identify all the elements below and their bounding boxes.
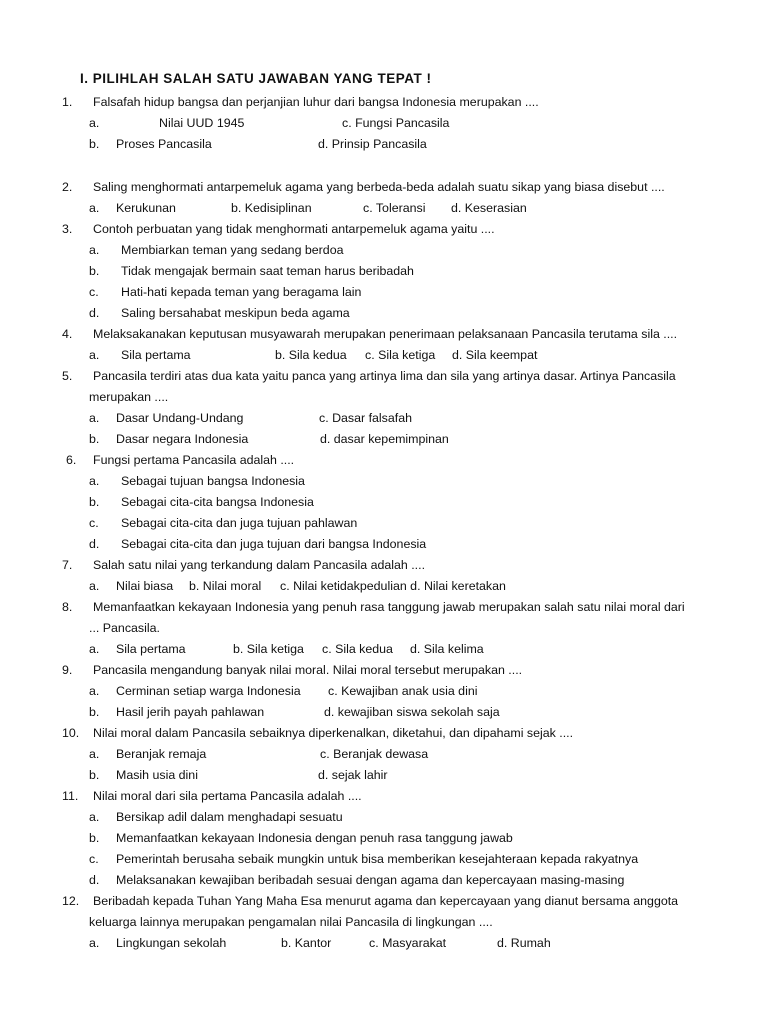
option-text: c. Dasar falsafah [319, 411, 412, 425]
option-text: Cerminan setiap warga Indonesia [116, 684, 301, 698]
question-text: Fungsi pertama Pancasila adalah .... [93, 453, 295, 467]
option-text: Sila pertama [121, 348, 191, 362]
question-text: Contoh perbuatan yang tidak menghormati antarpemeluk agama yaitu .... [93, 222, 495, 236]
option-text: Dasar negara Indonesia [116, 432, 249, 446]
option-text: Tidak mengajak bermain saat teman harus beribadah [121, 264, 414, 278]
option-text: Sebagai cita-cita dan juga tujuan pahlawan [121, 516, 358, 530]
option-label: b. [89, 432, 100, 446]
option-text: b. Kantor [281, 936, 332, 950]
question-4 [0, 326, 768, 342]
option-text: c. Nilai ketidakpedulian d. Nilai keretakan [280, 579, 506, 593]
option-text: c. Sila kedua [322, 642, 393, 656]
option-label: a. [89, 201, 100, 215]
option-text: c. Kewajiban anak usia dini [328, 684, 478, 698]
question-9 [0, 662, 768, 678]
option-text: d. Rumah [497, 936, 551, 950]
option-text: b. Sila kedua [275, 348, 347, 362]
question-number: 2. [62, 180, 73, 194]
option-label: a. [89, 747, 100, 761]
question-text: Pancasila mengandung banyak nilai moral. Nilai moral tersebut merupakan .... [93, 663, 523, 677]
question-number: 11. [62, 789, 79, 803]
option-text: d. Prinsip Pancasila [318, 137, 427, 151]
option-label: a. [89, 474, 100, 488]
option-text: Lingkungan sekolah [116, 936, 227, 950]
question-number: 5. [62, 369, 73, 383]
question-number: 6. [66, 453, 77, 467]
option-text: Nilai biasa [116, 579, 174, 593]
option-text: Memanfaatkan kekayaan Indonesia dengan penuh rasa tanggung jawab [116, 831, 513, 845]
option-text: c. Sila ketiga [365, 348, 436, 362]
option-label: b. [89, 137, 100, 151]
question-number: 12. [62, 894, 80, 908]
question-text: Saling menghormati antarpemeluk agama yang berbeda-beda adalah suatu sikap yang biasa disebut .... [93, 180, 665, 194]
option-label: d. [89, 873, 100, 887]
option-label: b. [89, 495, 100, 509]
option-text: Sebagai tujuan bangsa Indonesia [121, 474, 305, 488]
option-label: d. [89, 537, 100, 551]
question-6 [0, 452, 768, 468]
question-3 [0, 221, 768, 237]
question-1 [0, 94, 768, 110]
question-text: Melaksakanakan keputusan musyawarah merupakan penerimaan pelaksanaan Pancasila terutama sila .... [93, 327, 678, 341]
question-number: 1. [62, 95, 73, 109]
option-label: c. [89, 852, 99, 866]
option-label: d. [89, 306, 100, 320]
question-11 [0, 788, 768, 804]
question-7 [0, 557, 768, 573]
question-number: 3. [62, 222, 73, 236]
option-text: d. Sila kelima [410, 642, 484, 656]
section-title: I. PILIHLAH SALAH SATU JAWABAN YANG TEPAT ! [80, 71, 432, 86]
question-text: Nilai moral dari sila pertama Pancasila adalah .... [93, 789, 362, 803]
option-text: d. Sila keempat [452, 348, 538, 362]
option-text: c. Beranjak dewasa [320, 747, 429, 761]
option-text: c. Masyarakat [369, 936, 447, 950]
option-label: c. [89, 516, 99, 530]
question-10 [0, 725, 768, 741]
option-label: a. [89, 642, 100, 656]
question-text: Salah satu nilai yang terkandung dalam Pancasila adalah .... [93, 558, 426, 572]
option-text: Dasar Undang-Undang [116, 411, 244, 425]
option-text: Melaksanakan kewajiban beribadah sesuai dengan agama dan kepercayaan masing-masing [116, 873, 625, 887]
option-label: b. [89, 831, 100, 845]
question-text-continued: ... Pancasila. [89, 621, 160, 635]
option-text: Sebagai cita-cita dan juga tujuan dari bangsa Indonesia [121, 537, 427, 551]
option-text: d. kewajiban siswa sekolah saja [324, 705, 500, 719]
option-text: Hasil jerih payah pahlawan [116, 705, 265, 719]
question-number: 7. [62, 558, 73, 572]
question-text: Pancasila terdiri atas dua kata yaitu panca yang artinya lima dan sila yang artinya dasar. Artinya Pancasila [93, 369, 676, 383]
option-text: d. sejak lahir [318, 768, 388, 782]
option-text: Saling bersahabat meskipun beda agama [121, 306, 350, 320]
option-text: b. Sila ketiga [233, 642, 304, 656]
question-2 [0, 179, 768, 195]
question-text-continued: merupakan .... [89, 390, 169, 404]
option-label: a. [89, 684, 100, 698]
question-number: 10. [62, 726, 80, 740]
option-label: a. [89, 936, 100, 950]
question-text-continued: keluarga lainnya merupakan pengamalan nilai Pancasila di lingkungan .... [89, 915, 493, 929]
option-label: a. [89, 579, 100, 593]
option-label: a. [89, 348, 100, 362]
option-text: b. Nilai moral [189, 579, 262, 593]
option-text: Membiarkan teman yang sedang berdoa [121, 243, 344, 257]
option-text: c. Toleransi [363, 201, 426, 215]
option-label: c. [89, 285, 99, 299]
option-text: Hati-hati kepada teman yang beragama lain [121, 285, 362, 299]
question-text: Memanfaatkan kekayaan Indonesia yang penuh rasa tanggung jawab merupakan salah satu nilai moral dari [93, 600, 685, 614]
option-text: Bersikap adil dalam menghadapi sesuatu [116, 810, 343, 824]
question-text: Beribadah kepada Tuhan Yang Maha Esa menurut agama dan kepercayaan yang dianut bersama anggota [93, 894, 679, 908]
option-label: a. [89, 411, 100, 425]
option-text: Sebagai cita-cita bangsa Indonesia [121, 495, 314, 509]
option-text: Kerukunan [116, 201, 176, 215]
option-text: Proses Pancasila [116, 137, 212, 151]
option-label: a. [89, 243, 100, 257]
question-text: Falsafah hidup bangsa dan perjanjian luhur dari bangsa Indonesia merupakan .... [93, 95, 539, 109]
option-text: c. Fungsi Pancasila [342, 116, 450, 130]
option-text: Beranjak remaja [116, 747, 207, 761]
option-text: d. dasar kepemimpinan [320, 432, 449, 446]
option-text: Sila pertama [116, 642, 186, 656]
option-label: b. [89, 768, 100, 782]
option-label: a. [89, 810, 100, 824]
option-text: d. Keserasian [451, 201, 527, 215]
question-12 [0, 893, 768, 909]
option-text: Masih usia dini [116, 768, 198, 782]
option-text: Nilai UUD 1945 [159, 116, 245, 130]
option-label: a. [89, 116, 100, 130]
question-8 [0, 599, 768, 615]
question-text: Nilai moral dalam Pancasila sebaiknya diperkenalkan, diketahui, dan dipahami sejak .... [93, 726, 574, 740]
question-number: 9. [62, 663, 73, 677]
option-text: b. Kedisiplinan [231, 201, 312, 215]
option-text: Pemerintah berusaha sebaik mungkin untuk bisa memberikan kesejahteraan kepada rakyatnya [116, 852, 639, 866]
question-number: 4. [62, 327, 73, 341]
option-label: b. [89, 705, 100, 719]
option-label: b. [89, 264, 100, 278]
question-5 [0, 368, 768, 384]
question-number: 8. [62, 600, 73, 614]
